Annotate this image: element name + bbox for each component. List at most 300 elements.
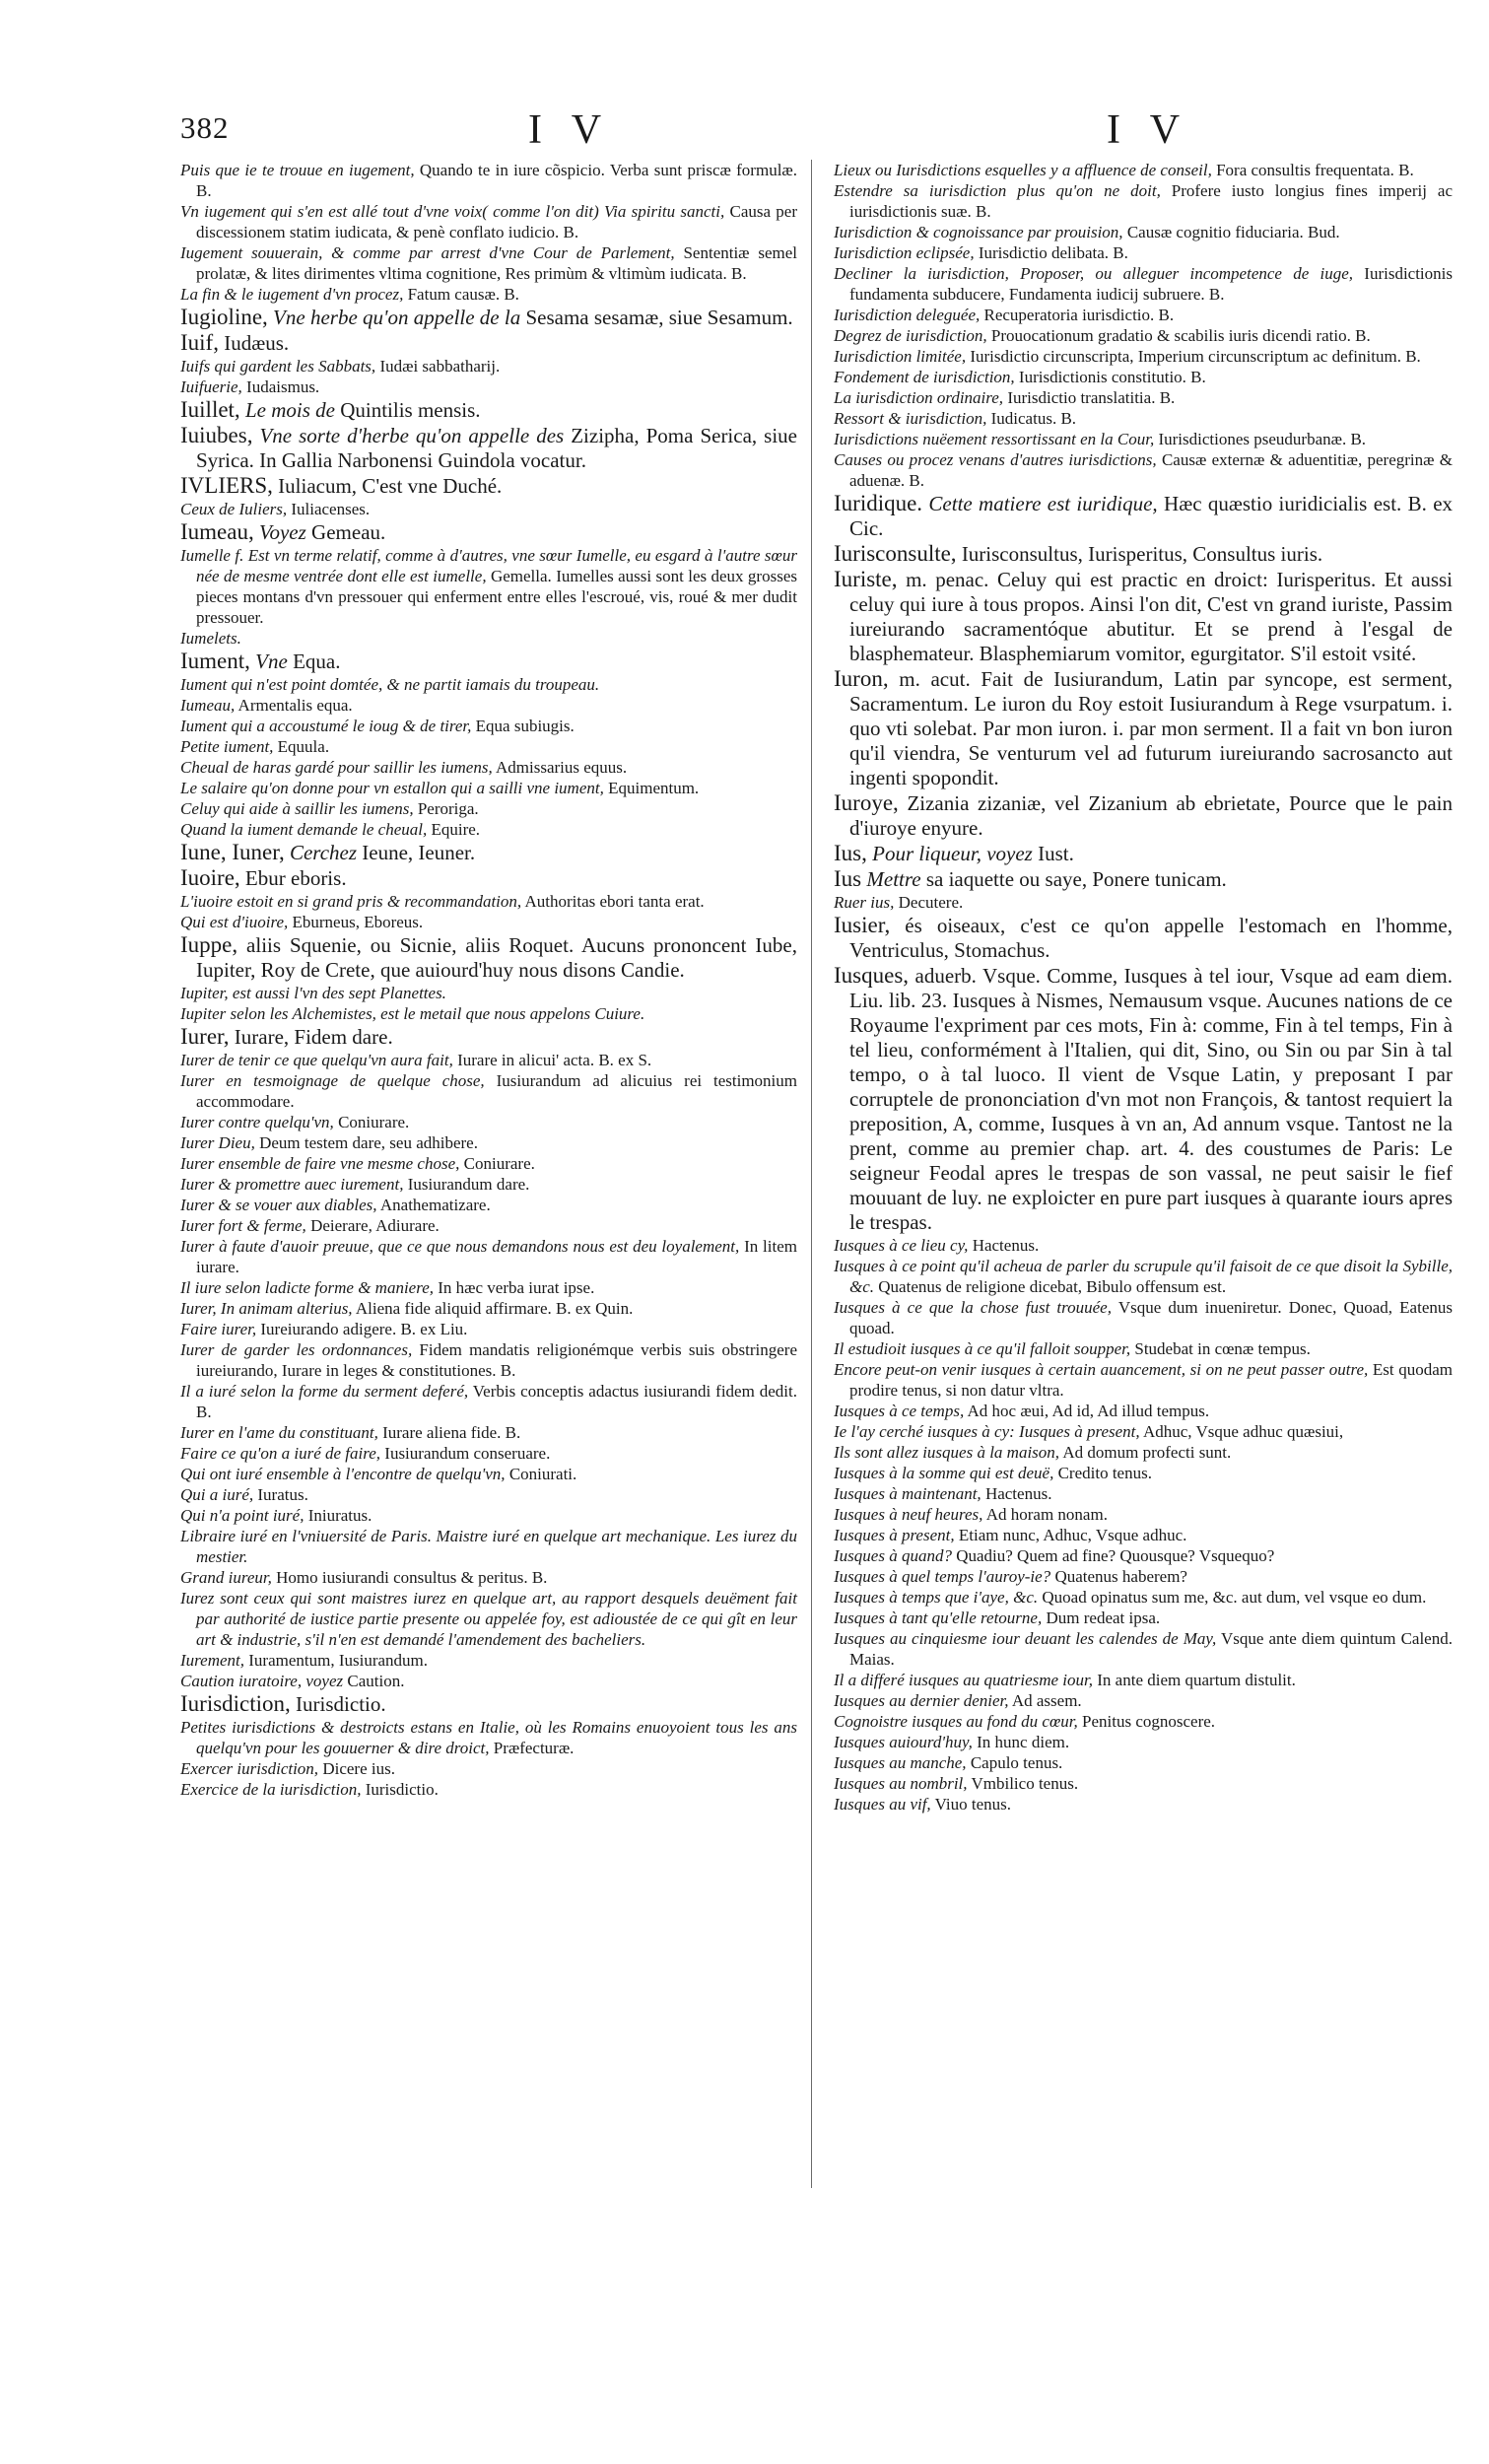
- french-gloss: Qui n'a point iuré,: [180, 1506, 305, 1525]
- dictionary-entry: [180, 1215, 797, 1236]
- dictionary-entry: [834, 160, 1453, 180]
- latin-gloss: Iusiurandum dare.: [407, 1175, 530, 1194]
- headword: Iuif,: [180, 330, 219, 355]
- dictionary-entry: [180, 423, 797, 473]
- dictionary-entry: [180, 865, 797, 891]
- dictionary-entry: [180, 674, 797, 695]
- french-gloss: Iusques à quel temps l'auroy-ie?: [834, 1567, 1051, 1586]
- latin-gloss: Equire.: [431, 820, 481, 839]
- dictionary-entry: [180, 1236, 797, 1277]
- headword: Iuron,: [834, 666, 889, 691]
- latin-gloss: Causæ externæ & aduentitiæ, peregrinæ & aduenæ. B.: [849, 450, 1453, 490]
- latin-gloss: Sententiæ semel prolatæ, & lites dirimentes vltima cognitione, Res primùm & vltimùm iudicata. B.: [196, 243, 797, 283]
- latin-gloss: Iusiurandum ad alicuius rei testimonium accommodare.: [196, 1071, 798, 1111]
- french-gloss: Caution iuratoire, voyez: [180, 1672, 344, 1690]
- headword: Iusques,: [834, 963, 910, 988]
- french-gloss: Estendre sa iurisdiction plus qu'on ne doit,: [834, 181, 1161, 200]
- dictionary-entry: [180, 242, 797, 284]
- french-gloss: Iusques à temps que i'aye, &c.: [834, 1588, 1039, 1607]
- latin-gloss: Recuperatoria iurisdictio. B.: [983, 306, 1175, 324]
- french-gloss: Iumelle f. Est vn terme relatif, comme à d'autres, vne sœur Iumelle, eu esgard à l'autre sœur née de mesme ventrée dont elle est iumelle,: [180, 546, 797, 585]
- dictionary-entry: [834, 1338, 1453, 1359]
- dictionary-entry: [180, 1277, 797, 1298]
- latin-gloss: Zizania zizaniæ, vel Zizanium ab ebrietate, Pource que le pain d'iuroye enyure.: [849, 791, 1454, 840]
- latin-gloss: Iuratus.: [257, 1485, 308, 1504]
- french-gloss: Iurer de tenir ce que quelqu'vn aura fait,: [180, 1051, 453, 1069]
- latin-gloss: Quintilis mensis.: [340, 398, 481, 422]
- latin-gloss: Coniurare.: [338, 1113, 410, 1131]
- headword: Iurisdiction,: [180, 1691, 291, 1716]
- latin-gloss: Decutere.: [898, 893, 964, 912]
- latin-gloss: In litem iurare.: [196, 1237, 797, 1276]
- latin-gloss: Dum redeat ipsa.: [1046, 1608, 1161, 1627]
- latin-gloss: Iurisdictiones pseudurbanæ. B.: [1158, 430, 1367, 448]
- dictionary-entry: [834, 1587, 1453, 1608]
- latin-gloss: Causæ cognitio fiduciaria. Bud.: [1126, 223, 1340, 241]
- latin-gloss: Iusiurandum conseruare.: [384, 1444, 551, 1463]
- dictionary-entry: [834, 325, 1453, 346]
- french-gloss: Il a iuré selon la forme du serment deferé,: [180, 1382, 469, 1401]
- french-gloss: Ceux de Iuliers,: [180, 500, 288, 518]
- dictionary-entry: [180, 1779, 797, 1800]
- headword: Iugioline,: [180, 305, 268, 329]
- french-gloss: Encore peut-on venir iusques à certain auancement, si on ne peut passer outre,: [834, 1360, 1369, 1379]
- french-gloss: Voyez: [258, 520, 306, 544]
- dictionary-entry: [180, 1024, 797, 1050]
- dictionary-entry: [834, 1773, 1453, 1794]
- latin-gloss: Studebat in cœnæ tempus.: [1134, 1339, 1311, 1358]
- running-head-left: I V: [528, 107, 612, 153]
- dictionary-entry: [180, 1443, 797, 1464]
- latin-gloss: Iudæus.: [224, 331, 290, 355]
- french-gloss: Iusques au dernier denier,: [834, 1691, 1009, 1710]
- latin-gloss: Hactenus.: [972, 1236, 1040, 1255]
- french-gloss: Pour liqueur, voyez: [872, 842, 1033, 865]
- french-gloss: Il estudioit iusques à ce qu'il falloit soupper,: [834, 1339, 1131, 1358]
- latin-gloss: Iniuratus.: [307, 1506, 372, 1525]
- dictionary-entry: [834, 1463, 1453, 1483]
- dictionary-entry: [180, 1588, 797, 1650]
- dictionary-entry: [180, 1153, 797, 1174]
- latin-gloss: Etiam nunc, Adhuc, Vsque adhuc.: [958, 1526, 1187, 1544]
- latin-gloss: Eburneus, Eboreus.: [292, 913, 424, 931]
- dictionary-entry: [180, 1422, 797, 1443]
- dictionary-entry: [180, 757, 797, 778]
- french-gloss: Decliner la iurisdiction, Proposer, ou alleguer incompetence de iuge,: [834, 264, 1354, 283]
- french-gloss: Vne sorte d'herbe qu'on appelle des: [259, 424, 565, 447]
- latin-gloss: Iurisdictio translatitia. B.: [1007, 388, 1176, 407]
- latin-gloss: Vmbilico tenus.: [971, 1774, 1079, 1793]
- dictionary-entry: [180, 1526, 797, 1567]
- french-gloss: Iurisdictions nuëement ressortissant en la Cour,: [834, 430, 1155, 448]
- headword: IVLIERS,: [180, 473, 273, 498]
- latin-gloss: Iudicatus. B.: [990, 409, 1077, 428]
- latin-gloss: In hunc diem.: [977, 1733, 1070, 1751]
- french-gloss: Iusques à la somme qui est deuë,: [834, 1464, 1054, 1482]
- french-gloss: Causes ou procez venans d'autres iurisdictions,: [834, 450, 1157, 469]
- dictionary-entry: [180, 932, 797, 983]
- headword: Iuroye,: [834, 790, 899, 815]
- latin-gloss: Armentalis equa.: [237, 696, 353, 715]
- dictionary-entry: [180, 1195, 797, 1215]
- dictionary-entry: [834, 866, 1453, 892]
- french-gloss: Qui ont iuré ensemble à l'encontre de quelqu'vn,: [180, 1465, 506, 1483]
- french-gloss: Vne: [255, 650, 288, 673]
- dictionary-entry: [180, 1758, 797, 1779]
- dictionary-entry: [834, 408, 1453, 429]
- latin-gloss: Homo iusiurandi consultus & peritus. B.: [276, 1568, 548, 1587]
- dictionary-entry: [180, 798, 797, 819]
- latin-gloss: Ad assem.: [1011, 1691, 1082, 1710]
- french-gloss: Iusques au manche,: [834, 1753, 967, 1772]
- latin-gloss: Sesama sesamæ, siue Sesamum.: [525, 306, 793, 329]
- latin-gloss: Anathematizare.: [379, 1196, 491, 1214]
- latin-gloss: Peroriga.: [417, 799, 479, 818]
- dictionary-entry: [180, 778, 797, 798]
- dictionary-entry: [834, 1256, 1453, 1297]
- dictionary-entry: [180, 1505, 797, 1526]
- dictionary-entry: [834, 1711, 1453, 1732]
- latin-gloss: Coniurare.: [463, 1154, 535, 1173]
- french-gloss: Le mois de: [244, 398, 335, 422]
- dictionary-entry: [834, 1628, 1453, 1670]
- latin-gloss: Præfecturæ.: [493, 1739, 575, 1757]
- french-gloss: Iusques à ce point qu'il acheua de parler du scrupule qu'il faisoit de ce que disoit la Sybille, &c.: [834, 1257, 1453, 1296]
- latin-gloss: Adhuc, Vsque adhuc quæsiui,: [1142, 1422, 1344, 1441]
- dictionary-entry: [180, 1484, 797, 1505]
- headword: Iuillet,: [180, 397, 240, 422]
- dictionary-entry: [180, 628, 797, 649]
- latin-gloss: Ad hoc æui, Ad id, Ad illud tempus.: [967, 1402, 1210, 1420]
- french-gloss: L'iuoire estoit en si grand pris & recommandation,: [180, 892, 522, 911]
- dictionary-entry: [180, 1717, 797, 1758]
- french-gloss: La iurisdiction ordinaire,: [834, 388, 1004, 407]
- french-gloss: Iusques à neuf heures,: [834, 1505, 983, 1524]
- latin-gloss: Iurare in alicui' acta. B. ex S.: [457, 1051, 652, 1069]
- latin-gloss: Causa per discessionem statim iudicata, & penè conflato iudicio. B.: [196, 202, 798, 241]
- latin-gloss: Iudæi sabbatharij.: [379, 357, 501, 376]
- french-gloss: Qui a iuré,: [180, 1485, 254, 1504]
- headword: Iune, Iuner,: [180, 840, 285, 864]
- latin-gloss: Ebur eboris.: [244, 866, 347, 890]
- dictionary-entry: [834, 1401, 1453, 1421]
- latin-gloss: Iureiurando adigere. B. ex Liu.: [260, 1320, 468, 1338]
- latin-gloss: aliis Squenie, ou Sicnie, aliis Roquet. Aucuns prononcent Iube, Iupiter, Roy de Crete, que auiourd'huy nous disons Candie.: [196, 933, 797, 982]
- french-gloss: Iumeau,: [180, 696, 236, 715]
- latin-gloss: Iurisdictionis fundamenta subducere, Fundamenta iudicij subruere. B.: [849, 264, 1453, 304]
- latin-gloss: Deum testem dare, seu adhibere.: [259, 1133, 478, 1152]
- headword: Ius: [834, 866, 862, 891]
- latin-gloss: Quatenus de religione dicebat, Bibulo offensum est.: [878, 1277, 1227, 1296]
- headword: Iumeau,: [180, 519, 254, 544]
- dictionary-entry: [180, 201, 797, 242]
- french-gloss: Cheual de haras gardé pour saillir les iumens,: [180, 758, 493, 777]
- french-gloss: Iupiter selon les Alchemistes, est le metail que nous appelons Cuiure.: [180, 1004, 645, 1023]
- french-gloss: Quand la iument demande le cheual,: [180, 820, 428, 839]
- dictionary-entry: [180, 736, 797, 757]
- latin-gloss: Iurisconsultus, Iurisperitus, Consultus iuris.: [961, 542, 1323, 566]
- latin-gloss: Penitus cognoscere.: [1082, 1712, 1216, 1731]
- french-gloss: Iusques à quand?: [834, 1546, 952, 1565]
- dictionary-entry: [834, 1297, 1453, 1338]
- french-gloss: Iument qui n'est point domtée, & ne partit iamais du troupeau.: [180, 675, 600, 694]
- french-gloss: Qui est d'iuoire,: [180, 913, 289, 931]
- dictionary-entry: [180, 519, 797, 545]
- french-gloss: Petite iument,: [180, 737, 274, 756]
- latin-gloss: Quando te in iure cõspicio. Verba sunt priscæ formulæ. B.: [196, 161, 798, 200]
- french-gloss: Mettre: [866, 867, 921, 891]
- dictionary-entry: [180, 891, 797, 912]
- dictionary-entry: [180, 1567, 797, 1588]
- french-gloss: Iusques à maintenant,: [834, 1484, 981, 1503]
- dictionary-entry: [834, 1608, 1453, 1628]
- french-gloss: Ressort & iurisdiction,: [834, 409, 987, 428]
- french-gloss: Iument qui a accoustumé le ioug & de tirer,: [180, 717, 472, 735]
- dictionary-entry: [180, 1112, 797, 1132]
- latin-gloss: In ante diem quartum distulit.: [1097, 1671, 1296, 1689]
- dictionary-entry: [180, 1298, 797, 1319]
- french-gloss: Cette matiere est iuridique,: [928, 492, 1158, 515]
- latin-gloss: Iurisdictio circunscripta, Imperium circunscriptum ac definitum. B.: [970, 347, 1421, 366]
- dictionary-entry: [180, 545, 797, 628]
- latin-gloss: Iurisdictionis constitutio. B.: [1018, 368, 1206, 386]
- french-gloss: Iusques auiourd'huy,: [834, 1733, 973, 1751]
- french-gloss: Exercer iurisdiction,: [180, 1759, 319, 1778]
- dictionary-entry: [834, 1732, 1453, 1752]
- dictionary-entry: [180, 160, 797, 201]
- french-gloss: Iugement souuerain, & comme par arrest d'vne Cour de Parlement,: [180, 243, 675, 262]
- french-gloss: Il iure selon ladicte forme & maniere,: [180, 1278, 434, 1297]
- headword: Ius,: [834, 841, 867, 865]
- french-gloss: Iurez sont ceux qui sont maistres iurez en quelque art, au rapport desquels deuëment fait par authorité de iustice partie presente ou appelée foy, est adioustée de ce qui gît en leur art & industrie, s'il n'en est demandé l'amendement des bacheliers.: [180, 1589, 797, 1649]
- latin-gloss: Hæc quæstio iuridicialis est. B. ex Cic.: [849, 492, 1454, 540]
- headword: Iument,: [180, 649, 250, 673]
- french-gloss: Petites iurisdictions & destroicts estans en Italie, où les Romains enuoyoient tous les ans quelqu'vn pour les gouuerner & dire droict,: [180, 1718, 797, 1757]
- french-gloss: Iusques à ce lieu cy,: [834, 1236, 969, 1255]
- latin-gloss: In hæc verba iurat ipse.: [438, 1278, 595, 1297]
- latin-gloss: Iudaismus.: [246, 377, 320, 396]
- french-gloss: Puis que ie te trouue en iugement,: [180, 161, 415, 179]
- dictionary-entry: [180, 284, 797, 305]
- dictionary-entry: [180, 1381, 797, 1422]
- french-gloss: Le salaire qu'on donne pour vn estallon qui a sailli vne iument,: [180, 779, 604, 797]
- dictionary-entry: [180, 1671, 797, 1691]
- latin-gloss: m. penac. Celuy qui est practic en droict: Iurisperitus. Et aussi celuy qui iure à tous propos. Ainsi l'on dit, C'est vn grand iuriste, Passim iureiurando sacramentóque abutitur. Et se prend à l'esgal de blasphemateur. Blasphemiarum vomitor, egurgitator. S'il estoit vsité.: [849, 568, 1454, 665]
- french-gloss: Iusques au vif,: [834, 1795, 931, 1814]
- headword: Iusier,: [834, 913, 891, 937]
- french-gloss: Iuifuerie,: [180, 377, 242, 396]
- latin-gloss: Caution.: [347, 1672, 405, 1690]
- latin-gloss: Ad horam nonam.: [985, 1505, 1108, 1524]
- french-gloss: Iurer fort & ferme,: [180, 1216, 306, 1235]
- latin-gloss: Iurisdictio.: [296, 1692, 386, 1716]
- page-number: 382: [180, 110, 230, 145]
- french-gloss: Iusques à tant qu'elle retourne,: [834, 1608, 1043, 1627]
- french-gloss: Iurement,: [180, 1651, 244, 1670]
- french-gloss: Iurer en tesmoignage de quelque chose,: [180, 1071, 485, 1090]
- dictionary-entry: [180, 1691, 797, 1717]
- latin-gloss: Gemeau.: [311, 520, 386, 544]
- french-gloss: Iurer en l'ame du constituant,: [180, 1423, 378, 1442]
- french-gloss: Degrez de iurisdiction,: [834, 326, 987, 345]
- french-gloss: Iurisdiction deleguée,: [834, 306, 981, 324]
- french-gloss: Celuy qui aide à saillir les iumens,: [180, 799, 414, 818]
- dictionary-entry: [834, 1504, 1453, 1525]
- french-gloss: Iurer à faute d'auoir preuue, que ce que nous demandons nous est deu loyalement,: [180, 1237, 740, 1256]
- latin-gloss: Coniurati.: [508, 1465, 577, 1483]
- french-gloss: Iusques à ce temps,: [834, 1402, 965, 1420]
- french-gloss: Iurisdiction eclipsée,: [834, 243, 975, 262]
- dictionary-entry: [180, 695, 797, 716]
- headword: Iuoire,: [180, 865, 240, 890]
- dictionary-entry: [180, 1339, 797, 1381]
- dictionary-entry: [834, 491, 1453, 541]
- dictionary-entry: [180, 840, 797, 865]
- french-gloss: Iuifs qui gardent les Sabbats,: [180, 357, 376, 376]
- dictionary-entry: [834, 1483, 1453, 1504]
- dictionary-entry: [180, 983, 797, 1003]
- dictionary-entry: [834, 222, 1453, 242]
- dictionary-entry: [834, 963, 1453, 1235]
- french-gloss: Iurer Dieu,: [180, 1133, 255, 1152]
- french-gloss: Iusques à present,: [834, 1526, 955, 1544]
- french-gloss: Iurisdiction limitée,: [834, 347, 967, 366]
- latin-gloss: m. acut. Fait de Iusiurandum, Latin par syncope, est serment, Sacramentum. Le iuron du Roy estoit Iusiurandum à Rege vsurpatum. i. quo vti solebat. Par mon iuron. i. par mon serment. Il a fait vn bon iuron qu'il viendra, Se venturum vel ad futurum iureiurando sacrosancto aut ingenti spopondit.: [849, 667, 1454, 789]
- dictionary-entry: [180, 376, 797, 397]
- latin-gloss: Verbis conceptis adactus iusiurandi fidem dedit. B.: [196, 1382, 797, 1421]
- latin-gloss: Admissarius equus.: [496, 758, 628, 777]
- dictionary-entry: [834, 263, 1453, 305]
- french-gloss: Iusques à ce que la chose fust trouuée,: [834, 1298, 1112, 1317]
- latin-gloss: Quoad opinatus sum me, &c. aut dum, vel vsque eo dum.: [1042, 1588, 1427, 1607]
- dictionary-entry: [834, 1359, 1453, 1401]
- dictionary-entry: [834, 666, 1453, 790]
- latin-gloss: Capulo tenus.: [970, 1753, 1063, 1772]
- dictionary-entry: [180, 819, 797, 840]
- french-gloss: Fondement de iurisdiction,: [834, 368, 1015, 386]
- french-gloss: Iurisdiction & cognoissance par prouision,: [834, 223, 1123, 241]
- french-gloss: Libraire iuré en l'vniuersité de Paris. Maistre iuré en quelque art mechanique. Les iurez du mestier.: [180, 1527, 797, 1566]
- left-column: [180, 160, 797, 1800]
- dictionary-entry: [834, 1794, 1453, 1814]
- dictionary-entry: [180, 1650, 797, 1671]
- french-gloss: Cognoistre iusques au fond du cœur,: [834, 1712, 1078, 1731]
- dictionary-entry: [834, 1421, 1453, 1442]
- right-column: [834, 160, 1453, 1814]
- latin-gloss: Deierare, Adiurare.: [310, 1216, 440, 1235]
- latin-gloss: Prouocationum gradatio & scabilis iuris dicendi ratio. B.: [990, 326, 1371, 345]
- latin-gloss: Iust.: [1038, 842, 1074, 865]
- latin-gloss: Credito tenus.: [1057, 1464, 1152, 1482]
- latin-gloss: Iuramentum, Iusiurandum.: [248, 1651, 429, 1670]
- dictionary-entry: [834, 1690, 1453, 1711]
- dictionary-entry: [834, 1752, 1453, 1773]
- latin-gloss: Iuliacenses.: [291, 500, 371, 518]
- dictionary-entry: [834, 1545, 1453, 1566]
- french-gloss: Faire ce qu'on a iuré de faire,: [180, 1444, 381, 1463]
- french-gloss: Iumelets.: [180, 629, 241, 648]
- latin-gloss: Iurisdictio delibata. B.: [978, 243, 1128, 262]
- dictionary-entry: [834, 567, 1453, 666]
- latin-gloss: Vsque dum inueniretur. Donec, Quoad, Eatenus quoad.: [849, 1298, 1453, 1337]
- dictionary-entry: [180, 1050, 797, 1070]
- french-gloss: Vne herbe qu'on appelle de la: [273, 306, 521, 329]
- dictionary-entry: [180, 356, 797, 376]
- dictionary-entry: [180, 330, 797, 356]
- latin-gloss: és oiseaux, c'est ce qu'on appelle l'estomach en l'homme, Ventriculus, Stomachus.: [849, 914, 1454, 962]
- dictionary-entry: [834, 892, 1453, 913]
- dictionary-entry: [834, 541, 1453, 567]
- dictionary-entry: [834, 1525, 1453, 1545]
- dictionary-entry: [834, 242, 1453, 263]
- headword: Iuiubes,: [180, 423, 253, 447]
- column-divider: [811, 160, 812, 2188]
- french-gloss: Iurer & promettre auec iurement,: [180, 1175, 404, 1194]
- dictionary-entry: [834, 305, 1453, 325]
- latin-gloss: Fora consultis frequentata. B.: [1216, 161, 1414, 179]
- headword: Iuriste,: [834, 567, 898, 591]
- dictionary-entry: [834, 1566, 1453, 1587]
- french-gloss: Cerchez: [289, 841, 358, 864]
- french-gloss: Iurer, In animam alterius,: [180, 1299, 353, 1318]
- latin-gloss: Quatenus haberem?: [1054, 1567, 1187, 1586]
- dictionary-entry: [180, 1464, 797, 1484]
- french-gloss: Vn iugement qui s'en est allé tout d'vne voix( comme l'on dit) Via spiritu sancti,: [180, 202, 725, 221]
- french-gloss: Faire iurer,: [180, 1320, 257, 1338]
- latin-gloss: Viuo tenus.: [934, 1795, 1012, 1814]
- dictionary-entry: [180, 397, 797, 423]
- dictionary-entry: [834, 346, 1453, 367]
- headword: Iurer,: [180, 1024, 230, 1049]
- french-gloss: Iupiter, est aussi l'vn des sept Planettes.: [180, 984, 446, 1002]
- french-gloss: Iurer de garder les ordonnances,: [180, 1340, 413, 1359]
- dictionary-entry: [834, 180, 1453, 222]
- dictionary-entry: [180, 1319, 797, 1339]
- latin-gloss: Quadiu? Quem ad fine? Quousque? Vsquequo?: [956, 1546, 1275, 1565]
- french-gloss: Iusques au nombril,: [834, 1774, 968, 1793]
- latin-gloss: Authoritas ebori tanta erat.: [524, 892, 705, 911]
- french-gloss: Ils sont allez iusques à la maison,: [834, 1443, 1060, 1462]
- latin-gloss: sa iaquette ou saye, Ponere tunicam.: [925, 867, 1227, 891]
- latin-gloss: Est quodam prodire tenus, si non datur vltra.: [849, 1360, 1453, 1400]
- french-gloss: Il a differé iusques au quatriesme iour,: [834, 1671, 1094, 1689]
- french-gloss: Iurer contre quelqu'vn,: [180, 1113, 334, 1131]
- latin-gloss: Iurare aliena fide. B.: [382, 1423, 521, 1442]
- latin-gloss: Iuliacum, C'est vne Duché.: [278, 474, 503, 498]
- latin-gloss: Aliena fide aliquid affirmare. B. ex Quin.: [355, 1299, 634, 1318]
- dictionary-entry: [834, 841, 1453, 866]
- dictionary-entry: [180, 912, 797, 932]
- latin-gloss: aduerb. Vsque. Comme, Iusques à tel iour, Vsque ad eam diem. Liu. lib. 23. Iusques à Nismes, Nemausum vsque. Aucunes nations de ce Royaume l'expriment par ces mots, Fin à: comme, Fin à tel temps, Fin à tel lieu, conformément à l'Italien, qui dit, Sino, ou Sin ou par Sin à tal tempo, o à tal luoco. Il vient de Vsque Latin, y preposant I par corruptele de prononciation d'vn mot non François, & tantost requiert la preposition, A, comme, Iusques à vn an, Ad annum vsque. Tantost ne la prent, comme au premier chap. art. 4. des coustumes de Paris: Le seigneur Feodal apres le trespas de son vassal, ne peut saisir le fief mouuant de luy. ne exploicter en pure part iusques à quarante iours apres le trespas.: [849, 964, 1453, 1234]
- french-gloss: Lieux ou Iurisdictions esquelles y a affluence de conseil,: [834, 161, 1212, 179]
- dictionary-entry: [180, 499, 797, 519]
- dictionary-entry: [834, 913, 1453, 963]
- dictionary-entry: [180, 649, 797, 674]
- latin-gloss: Zizipha, Poma Serica, siue Syrica. In Gallia Narbonensi Guindola vocatur.: [196, 424, 797, 472]
- headword: Iuridique.: [834, 491, 923, 515]
- latin-gloss: Equa subiugis.: [475, 717, 575, 735]
- french-gloss: Iurer & se vouer aux diables,: [180, 1196, 377, 1214]
- dictionary-entry: [834, 367, 1453, 387]
- dictionary-entry: [834, 1235, 1453, 1256]
- latin-gloss: Fatum causæ. B.: [407, 285, 519, 304]
- dictionary-entry: [180, 1070, 797, 1112]
- latin-gloss: Ad domum profecti sunt.: [1062, 1443, 1232, 1462]
- dictionary-entry: [834, 1670, 1453, 1690]
- french-gloss: Iusques au cinquiesme iour deuant les calendes de May,: [834, 1629, 1217, 1648]
- dictionary-entry: [180, 305, 797, 330]
- dictionary-entry: [180, 473, 797, 499]
